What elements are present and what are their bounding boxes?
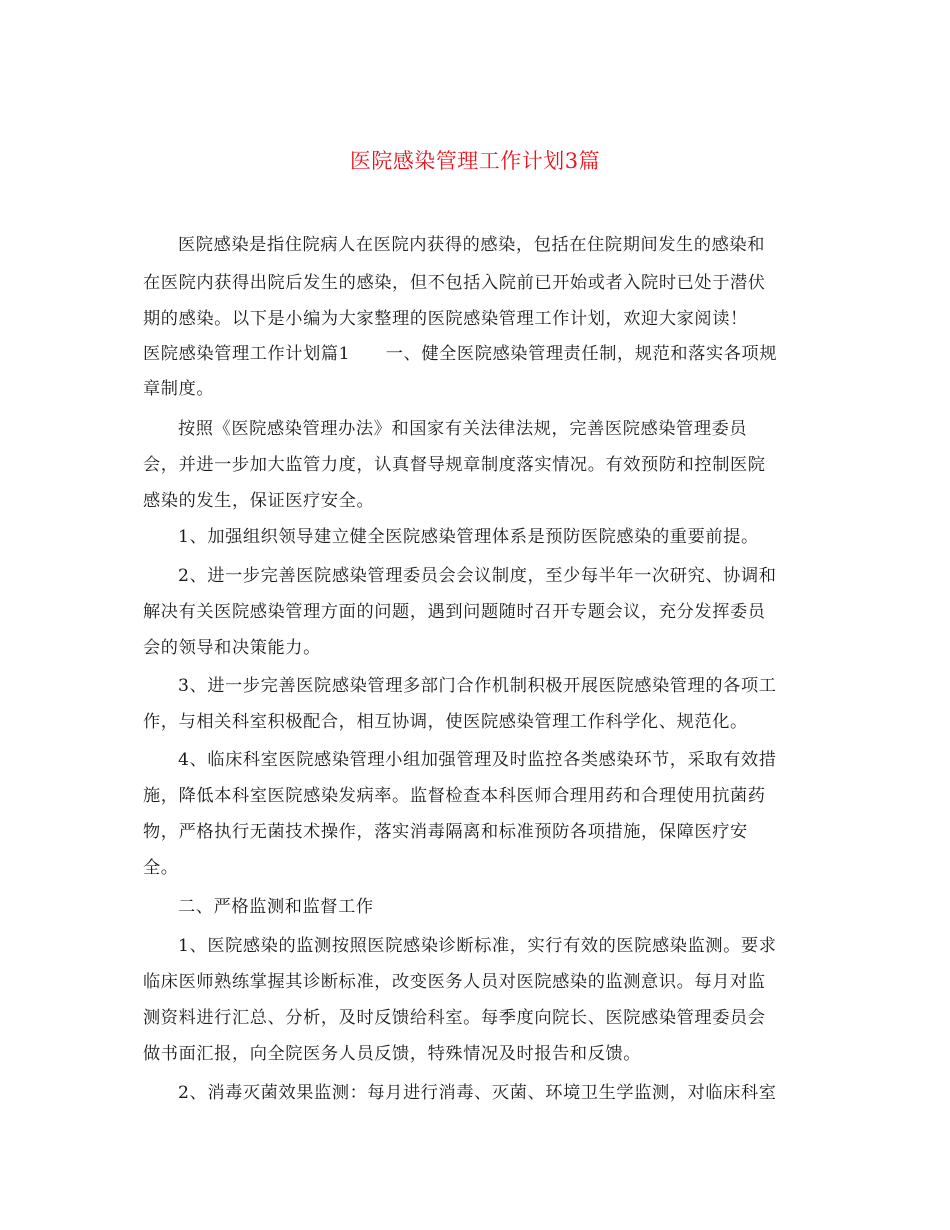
body-line: 作，与相关科室积极配合，相互协调，使医院感染管理工作科学化、规范化。: [143, 712, 748, 732]
body-line: 施，降低本科室医院感染发病率。监督检查本科医师合理用药和合理使用抗菌药: [143, 786, 766, 806]
body-line: 感染的发生，保证医疗安全。: [143, 491, 375, 511]
body-line: 医院感染是指住院病人在医院内获得的感染，包括在住院期间发生的感染和: [178, 235, 765, 255]
body-line: 解决有关医院感染管理方面的问题，遇到问题随时召开专题会议，充分发挥委员: [143, 602, 766, 622]
body-line: 4、临床科室医院感染管理小组加强管理及时监控各类感染环节，采取有效措: [178, 750, 777, 770]
body-line: 会的领导和决策能力。: [143, 638, 321, 658]
body-line: 章制度。: [143, 379, 215, 399]
body-line: 全。: [143, 858, 179, 878]
body-line: 1、加强组织领导建立健全医院感染管理体系是预防医院感染的重要前提。: [178, 527, 759, 547]
body-line: 按照《医院感染管理办法》和国家有关法律法规，完善医院感染管理委员: [178, 419, 748, 439]
body-line: 物，严格执行无菌技术操作，落实消毒隔离和标准预防各项措施，保障医疗安: [143, 822, 748, 842]
body-line: 会，并进一步加大监管力度，认真督导规章制度落实情况。有效预防和控制医院: [143, 455, 766, 475]
body-line: 在医院内获得出院后发生的感染，但不包括入院前已开始或者入院时已处于潜伏: [143, 273, 766, 293]
body-line: 2、消毒灭菌效果监测：每月进行消毒、灭菌、环境卫生学监测，对临床科室: [178, 1083, 777, 1103]
body-line: 2、进一步完善医院感染管理委员会会议制度，至少每半年一次研究、协调和: [178, 566, 777, 586]
section-heading: 二、严格监测和监督工作: [178, 897, 374, 917]
body-line: 1、医院感染的监测按照医院感染诊断标准，实行有效的医院感染监测。要求: [178, 936, 777, 956]
body-line: 期的感染。以下是小编为大家整理的医院感染管理工作计划，欢迎大家阅读！: [143, 309, 748, 329]
body-line: 测资料进行汇总、分析，及时反馈给科室。每季度向院长、医院感染管理委员会: [143, 1008, 766, 1028]
body-line: 临床医师熟练掌握其诊断标准，改变医务人员对医院感染的监测意识。每月对监: [143, 972, 766, 992]
body-line: 做书面汇报，向全院医务人员反馈，特殊情况及时报告和反馈。: [143, 1044, 642, 1064]
body-line: 医院感染管理工作计划篇1 一、健全医院感染管理责任制，规范和落实各项规: [143, 344, 778, 364]
document-title: 医院感染管理工作计划3篇: [349, 149, 601, 173]
body-line: 3、进一步完善医院感染管理多部门合作机制积极开展医院感染管理的各项工: [178, 676, 777, 696]
